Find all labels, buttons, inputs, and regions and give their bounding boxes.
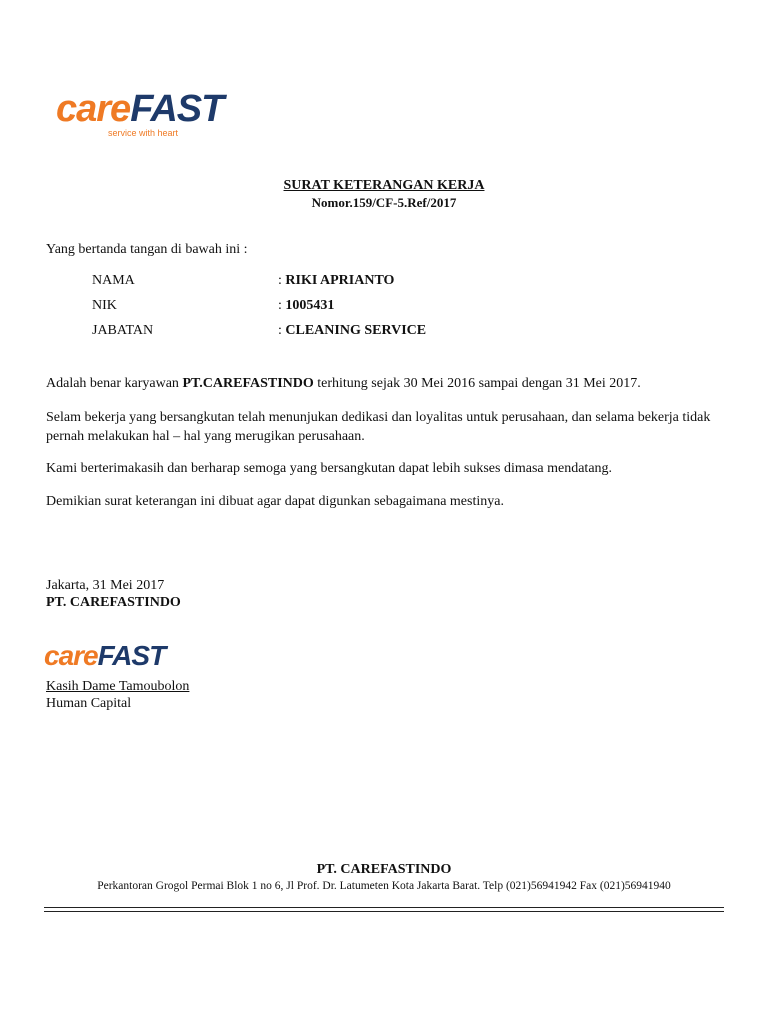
company-logo xyxy=(56,88,256,140)
company-name: PT.CAREFASTINDO xyxy=(182,376,314,391)
field-separator: : xyxy=(278,273,286,288)
footer-divider xyxy=(44,911,724,912)
paragraph-thanks: Kami berterimakasih dan berharap semoga yang bersangkutan dapat lebih sukses dimasa mendatang. xyxy=(46,461,613,476)
footer-company: PT. CAREFASTINDO xyxy=(316,862,452,877)
footer-address: Perkantoran Grogol Permai Blok 1 no 6, Jl Prof. Dr. Latumeten Kota Jakarta Barat. Telp (021)56941942 Fax (021)56941940 xyxy=(97,880,671,892)
field-value: 1005431 xyxy=(285,298,335,313)
letter-title xyxy=(0,178,768,211)
logo-wordmark: careFAST xyxy=(56,88,224,130)
letter-heading: SURAT KETERANGAN KERJA xyxy=(283,178,485,193)
footer-divider xyxy=(44,907,724,908)
logo-tagline: service with heart xyxy=(108,128,179,138)
signer-block xyxy=(46,678,189,712)
place-date: Jakarta, 31 Mei 2017 xyxy=(46,578,165,593)
signer-name: Kasih Dame Tamoubolon xyxy=(46,679,190,694)
field-label: NIK xyxy=(92,298,117,313)
letter-number: Nomor.159/CF-5.Ref/2017 xyxy=(311,195,457,210)
field-separator: : xyxy=(278,323,286,338)
field-separator: : xyxy=(278,298,286,313)
field-label: JABATAN xyxy=(92,323,154,338)
paragraph-employment: Adalah benar karyawan PT.CAREFASTINDO terhitung sejak 30 Mei 2016 sampai dengan 31 Mei 2017. xyxy=(46,376,641,391)
signature-stamp: careFAST xyxy=(44,640,166,671)
signer-title: Human Capital xyxy=(46,696,132,711)
sign-company: PT. CAREFASTINDO xyxy=(46,595,181,610)
field-label: NAMA xyxy=(92,273,135,288)
letter-footer xyxy=(0,862,768,892)
paragraph-dedication: Selam bekerja yang bersangkutan telah menunjukan dedikasi dan loyalitas untuk perusahaan, dan selama bekerja tidak pernah melakukan hal – hal yang merugikan perusahaan. xyxy=(46,410,711,444)
field-value: RIKI APRIANTO xyxy=(285,273,395,288)
intro-text: Yang bertanda tangan di bawah ini : xyxy=(46,242,248,257)
field-value: CLEANING SERVICE xyxy=(285,323,427,338)
paragraph-closing: Demikian surat keterangan ini dibuat agar dapat digunkan sebagaimana mestinya. xyxy=(46,494,504,509)
